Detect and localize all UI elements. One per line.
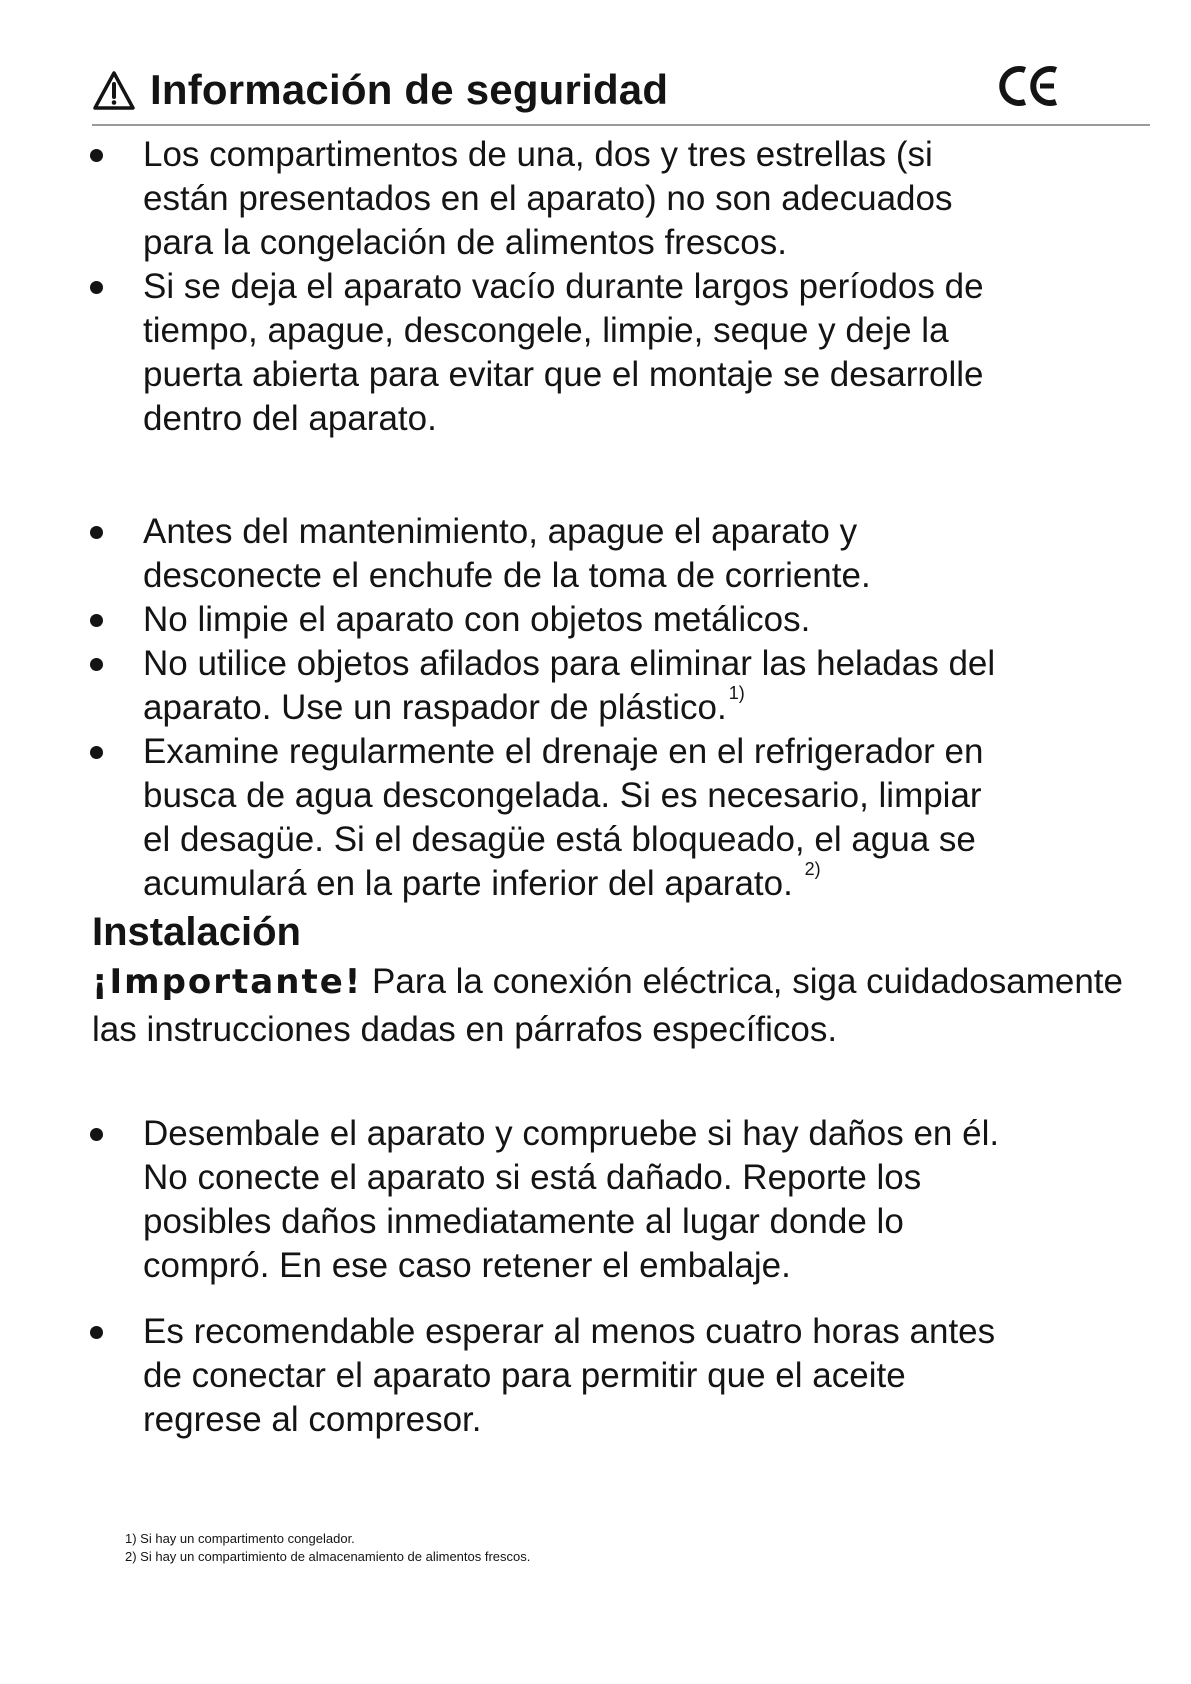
safety-header [92, 62, 1142, 124]
footnote: 1) Si hay un compartimento congelador. [125, 1531, 355, 1546]
list-item-text: Es recomendable esperar al menos cuatro horas antes de conectar el aparato para permitir que el aceite regrese al compresor. [143, 1312, 996, 1439]
bullet-icon [90, 281, 103, 294]
footnote: 2) Si hay un compartimiento de almacenamiento de alimentos frescos. [125, 1549, 531, 1564]
bullet-icon [90, 746, 103, 759]
important-note [92, 958, 1142, 1054]
bullet-icon [90, 1326, 103, 1339]
bullet-icon [90, 526, 103, 539]
important-label: ¡Importante! [92, 962, 363, 1002]
bullet-icon [90, 658, 103, 671]
footnote-ref: 2) [804, 859, 821, 879]
footnotes [125, 1530, 530, 1566]
bullet-icon [90, 1128, 103, 1141]
bullet-icon [90, 614, 103, 627]
list-item-text: Los compartimentos de una, dos y tres estrellas (si están presentados en el aparato) no son adecuados para la congelación de alimentos frescos. [143, 135, 953, 262]
list-item-text: Antes del mantenimiento, apague el aparato y desconecte el enchufe de la toma de corriente. [143, 512, 871, 595]
installation-heading: Instalación [92, 910, 301, 954]
list-item-text: Desembale el aparato y compruebe si hay daños en él. No conecte el aparato si está dañado. Reporte los posibles daños inmediatamente al lugar donde lo compró. En ese caso retener el embalaje. [143, 1114, 1000, 1285]
list-item-text: Examine regularmente el drenaje en el refrigerador en busca de agua descongelada. Si es necesario, limpiar el desagüe. Si el desagüe está bloqueado, el agua se acumulará en la parte inferior del aparato. [143, 732, 984, 903]
bullet-icon [90, 149, 103, 162]
important-text: Para la conexión eléctrica, siga cuidadosamente las instrucciones dadas en párrafos específicos. [92, 962, 1124, 1049]
warning-triangle-icon [92, 70, 136, 112]
footnote-ref: 1) [728, 683, 745, 703]
page-title: Información de seguridad [150, 66, 669, 113]
list-item-text: Si se deja el aparato vacío durante largos períodos de tiempo, apague, descongele, limpie, seque y deje la puerta abierta para evitar que el montaje se desarrolle dentro del aparato. [143, 267, 984, 438]
list-item-text: No limpie el aparato con objetos metálicos. [143, 600, 811, 639]
ce-mark-icon [998, 62, 1062, 110]
header-divider [92, 124, 1150, 126]
list-item-text: No utilice objetos afilados para eliminar las heladas del aparato. Use un raspador de plástico. [143, 644, 996, 727]
